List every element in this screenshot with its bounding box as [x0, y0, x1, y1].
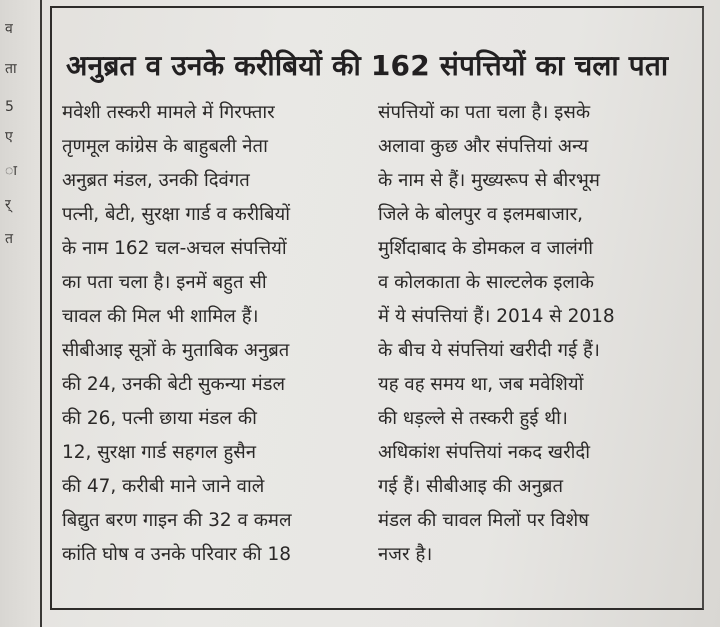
article-column-right [378, 96, 678, 572]
margin-fragment: ता [5, 61, 17, 77]
body-text-line: गई हैं। सीबीआइ की अनुब्रत [378, 476, 564, 497]
body-text-line: की 24, उनकी बेटी सुकन्या मंडल [62, 374, 286, 395]
margin-fragment: व [5, 21, 13, 37]
margin-fragment: ा [5, 163, 17, 179]
article-column-left [62, 96, 362, 572]
body-text-line: में ये संपत्तियां हैं। 2014 से 2018 [378, 306, 615, 327]
body-text-line: की 26, पत्नी छाया मंडल की [62, 408, 257, 429]
body-text-line: जिले के बोलपुर व इलमबाजार, [378, 204, 584, 225]
body-text-line: के नाम से हैं। मुख्यरूप से बीरभूम [378, 170, 600, 191]
body-text-line: कांति घोष व उनके परिवार की 18 [62, 544, 291, 565]
body-text-line: मंडल की चावल मिलों पर विशेष [378, 510, 589, 531]
margin-fragment: 5 [5, 99, 14, 115]
body-text-line: तृणमूल कांग्रेस के बाहुबली नेता [62, 136, 268, 157]
body-text-line: मुर्शिदाबाद के डोमकल व जालंगी [378, 238, 594, 259]
body-text-line: यह वह समय था, जब मवेशियों [378, 374, 584, 395]
body-text-line: पत्नी, बेटी, सुरक्षा गार्ड व करीबियों [62, 204, 291, 225]
body-text-line: सीबीआइ सूत्रों के मुताबिक अनुब्रत [62, 340, 290, 361]
body-text-line: का पता चला है। इनमें बहुत सी [62, 272, 267, 293]
body-text-line: चावल की मिल भी शामिल हैं। [62, 306, 259, 327]
adjacent-column-strip [0, 0, 42, 627]
body-text-line: के बीच ये संपत्तियां खरीदी गई हैं। [378, 340, 600, 361]
margin-fragment: ए [5, 129, 13, 145]
body-text-line: व कोलकाता के साल्टलेक इलाके [378, 272, 594, 293]
body-text-line: 12, सुरक्षा गार्ड सहगल हुसैन [62, 442, 257, 463]
body-text-line: अनुब्रत मंडल, उनकी दिवंगत [62, 170, 250, 191]
body-text-line: मवेशी तस्करी मामले में गिरफ्तार [62, 102, 275, 123]
body-text-line: के नाम 162 चल-अचल संपत्तियों [62, 238, 287, 259]
body-text-line: नजर है। [378, 544, 433, 565]
body-text-line: की धड़ल्ले से तस्करी हुई थी। [378, 408, 568, 429]
body-text-line: की 47, करीबी माने जाने वाले [62, 476, 265, 497]
body-text-line: अलावा कुछ और संपत्तियां अन्य [378, 136, 589, 157]
body-text-line: बिद्युत बरण गाइन की 32 व कमल [62, 510, 292, 531]
margin-fragment: त [5, 231, 13, 247]
article-headline: अनुब्रत व उनके करीबियों की 162 संपत्तियों का चला पता [66, 49, 669, 82]
body-text-line: संपत्तियों का पता चला है। इसके [378, 102, 591, 123]
body-text-line: अधिकांश संपत्तियां नकद खरीदी [378, 442, 591, 463]
margin-fragment: र् [5, 197, 11, 213]
